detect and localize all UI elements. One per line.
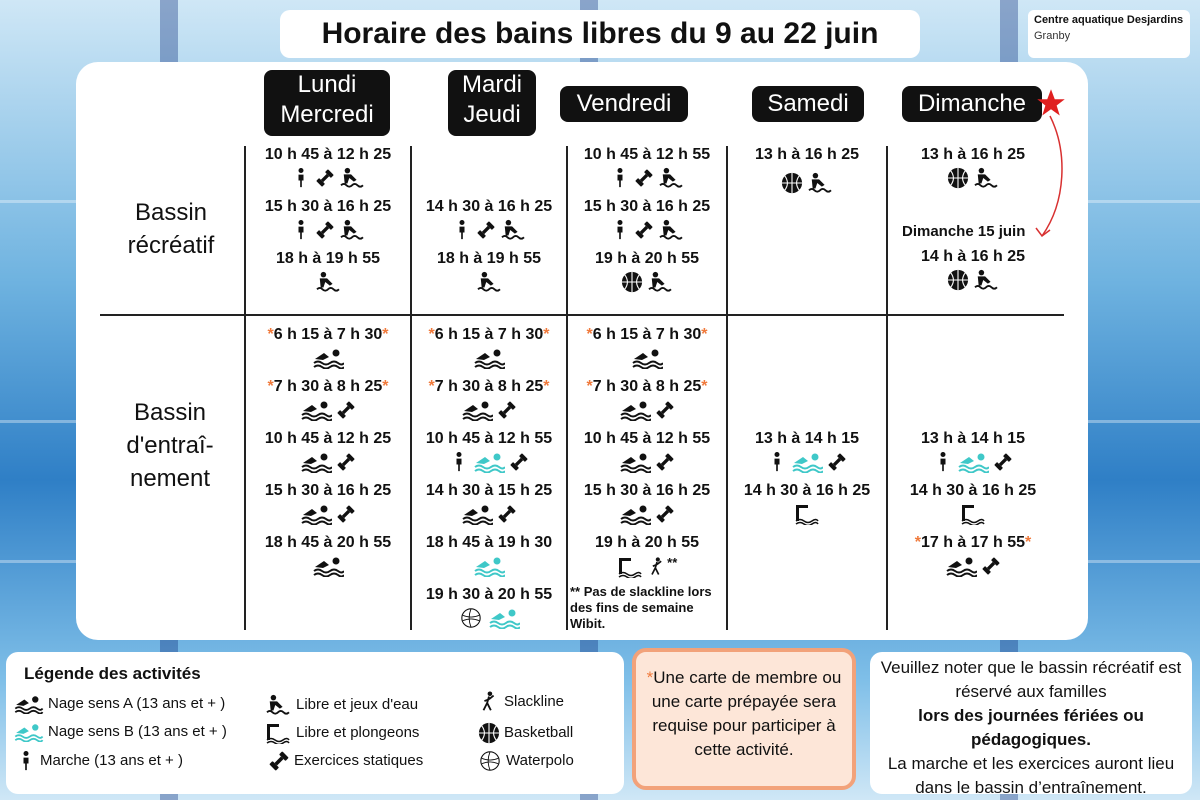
asterisk: * xyxy=(1025,534,1032,551)
schedule-slot xyxy=(246,146,410,189)
page-title: Horaire des bains libres du 9 au 22 juin xyxy=(280,10,920,58)
walk-icon xyxy=(767,451,787,473)
walk-icon xyxy=(610,219,630,241)
waterpolo-icon xyxy=(458,607,484,629)
walk-icon xyxy=(16,750,36,772)
dumbbell-icon xyxy=(315,167,335,189)
water-play-icon xyxy=(807,172,833,194)
day-header-mardi-jeudi: Mardi Jeudi xyxy=(448,70,536,136)
slot-time: 6 h 15 à 7 h 30 xyxy=(273,326,383,343)
slackline-icon xyxy=(647,555,667,579)
slot-time: 14 h 30 à 16 h 25 xyxy=(909,482,1037,499)
dumbbell-icon xyxy=(993,451,1013,473)
swim-a-icon xyxy=(631,347,663,369)
diving-icon xyxy=(794,503,820,525)
walk-icon xyxy=(291,167,311,189)
slot-time: 10 h 45 à 12 h 55 xyxy=(425,430,553,447)
schedule-slot xyxy=(568,250,726,293)
walk-icon xyxy=(452,219,472,241)
dumbbell-icon xyxy=(634,219,654,241)
water-play-icon xyxy=(658,219,684,241)
dumbbell-icon xyxy=(981,555,1001,577)
row-label-entrainement: Bassin d'entraî- nement xyxy=(126,399,214,492)
slot-time: 10 h 45 à 12 h 55 xyxy=(583,146,711,163)
schedule-slot xyxy=(412,250,566,293)
schedule-slot xyxy=(568,378,726,421)
dumbbell-icon xyxy=(497,503,517,525)
water-play-icon xyxy=(658,167,684,189)
schedule-slot xyxy=(412,430,566,473)
schedule-slot xyxy=(246,430,410,473)
swim-b-icon xyxy=(473,555,505,577)
asterisk: * xyxy=(267,326,274,343)
swim-a-icon xyxy=(473,347,505,369)
swim-a-icon xyxy=(945,555,977,577)
slot-time: 13 h à 14 h 15 xyxy=(754,430,860,447)
swim-b-icon xyxy=(957,451,989,473)
schedule-slot xyxy=(888,146,1058,189)
schedule-slot xyxy=(728,430,886,473)
swim-b-icon xyxy=(791,451,823,473)
walk-icon xyxy=(610,167,630,189)
schedule-slot xyxy=(246,378,410,421)
diving-icon xyxy=(960,503,986,525)
swim-a-icon xyxy=(300,451,332,473)
logo-name: Centre aquatique Desjardins xyxy=(1034,14,1184,26)
grid-line xyxy=(100,314,1064,316)
dumbbell-icon xyxy=(336,451,356,473)
asterisk: * xyxy=(428,326,435,343)
slot-time: 7 h 30 à 8 h 25 xyxy=(434,378,544,395)
schedule-slot xyxy=(246,326,410,369)
schedule-slot xyxy=(888,430,1058,473)
dumbbell-icon xyxy=(336,399,356,421)
info-line-2: La marche et les exercices auront lieu dans le bassin d’entraînement. xyxy=(887,754,1175,797)
slot-time: 13 h à 14 h 15 xyxy=(920,430,1026,447)
swim-a-icon xyxy=(619,451,651,473)
grid-line xyxy=(726,146,728,630)
slot-time: 10 h 45 à 12 h 25 xyxy=(264,430,392,447)
membership-card-note xyxy=(632,648,856,790)
walk-icon xyxy=(933,451,953,473)
legend-label: Basketball xyxy=(504,723,574,741)
asterisk: * xyxy=(701,378,708,395)
asterisk: * xyxy=(382,378,389,395)
schedule-slot xyxy=(246,198,410,241)
legend-item-water-play xyxy=(264,694,418,716)
dumbbell-icon xyxy=(497,399,517,421)
swim-a-icon xyxy=(619,503,651,525)
slot-time: 14 h 30 à 16 h 25 xyxy=(743,482,871,499)
logo-city: Granby xyxy=(1034,30,1071,42)
swim-a-icon xyxy=(619,399,651,421)
day-header-dimanche: Dimanche xyxy=(902,86,1042,122)
legend-item-swim-b xyxy=(12,722,227,742)
schedule-slot: 19 h à 20 h 55 ** xyxy=(568,534,726,577)
slot-time: 7 h 30 à 8 h 25 xyxy=(273,378,383,395)
diving-icon xyxy=(264,722,292,744)
legend xyxy=(6,652,624,794)
asterisk: * xyxy=(543,378,550,395)
card-text: Une carte de membre ou une carte prépayée sera requise pour participer à cette activité. xyxy=(651,668,842,759)
slot-time: 10 h 45 à 12 h 55 xyxy=(583,430,711,447)
asterisk: * xyxy=(586,326,593,343)
legend-item-slackline xyxy=(478,690,564,714)
asterisk: * xyxy=(646,668,654,687)
dumbbell-icon xyxy=(509,451,529,473)
slot-time: 6 h 15 à 7 h 30 xyxy=(592,326,702,343)
legend-label: Nage sens B (13 ans et + ) xyxy=(48,722,227,740)
schedule-slot xyxy=(728,482,886,525)
slot-time: 15 h 30 à 16 h 25 xyxy=(264,198,392,215)
basketball-icon xyxy=(621,271,643,293)
day-header-lundi-mercredi: Lundi Mercredi xyxy=(264,70,390,136)
waterpolo-icon xyxy=(478,750,502,772)
legend-item-dumbbell xyxy=(268,750,423,772)
swim-a-icon xyxy=(300,399,332,421)
legend-label: Marche (13 ans et + ) xyxy=(40,751,183,769)
legend-item-waterpolo xyxy=(478,750,574,772)
schedule-slot xyxy=(246,482,410,525)
slot-time: 13 h à 16 h 25 xyxy=(920,146,1026,163)
schedule-slot xyxy=(568,326,726,369)
schedule-slot xyxy=(568,482,726,525)
swim-a-icon xyxy=(461,503,493,525)
dumbbell-icon xyxy=(476,219,496,241)
asterisk: * xyxy=(543,326,550,343)
water-play-icon xyxy=(339,167,365,189)
slot-time: 7 h 30 à 8 h 25 xyxy=(592,378,702,395)
water-play-icon xyxy=(339,219,365,241)
day-header-samedi: Samedi xyxy=(752,86,864,122)
slot-time: 10 h 45 à 12 h 25 xyxy=(264,146,392,163)
slot-time: 18 h 45 à 19 h 30 xyxy=(425,534,553,551)
slot-time: 17 h à 17 h 55 xyxy=(920,534,1026,551)
dumbbell-icon xyxy=(634,167,654,189)
schedule-slot xyxy=(568,198,726,241)
dumbbell-icon xyxy=(827,451,847,473)
water-play-icon xyxy=(476,271,502,293)
basketball-icon xyxy=(478,722,500,744)
dumbbell-icon xyxy=(315,219,335,241)
schedule-slot xyxy=(412,378,566,421)
schedule-slot xyxy=(888,534,1058,577)
row-label-recreatif: Bassin récréatif xyxy=(127,199,215,259)
slot-time: 13 h à 16 h 25 xyxy=(754,146,860,163)
water-play-icon xyxy=(647,271,673,293)
asterisk: * xyxy=(701,326,708,343)
schedule-slot xyxy=(412,198,566,241)
legend-title: Légende des activités xyxy=(24,664,201,683)
swim-b-icon xyxy=(473,451,505,473)
walk-icon xyxy=(449,451,469,473)
schedule-slot xyxy=(888,482,1058,525)
dumbbell-icon xyxy=(655,503,675,525)
asterisk: * xyxy=(586,378,593,395)
schedule-slot xyxy=(412,326,566,369)
schedule-slot xyxy=(888,248,1058,291)
swim-a-icon xyxy=(300,503,332,525)
schedule-slot xyxy=(568,146,726,189)
schedule-slot xyxy=(412,586,566,629)
legend-label: Slackline xyxy=(504,692,565,710)
dumbbell-icon xyxy=(268,750,290,772)
dumbbell-icon xyxy=(336,503,356,525)
legend-item-swim-a xyxy=(12,694,225,714)
slot-time: 19 h 30 à 20 h 55 xyxy=(425,586,553,603)
schedule-slot xyxy=(568,430,726,473)
sunday-note: Dimanche 15 juin xyxy=(902,223,1026,240)
water-play-icon xyxy=(973,269,999,291)
schedule-slot xyxy=(412,482,566,525)
basketball-icon xyxy=(947,167,969,189)
slackline-note: ** Pas de slackline lors des fins de semaine Wibit. xyxy=(570,584,712,631)
swim-a-icon xyxy=(12,694,44,714)
legend-label: Exercices statiques xyxy=(294,751,424,769)
slot-time: 19 h à 20 h 55 xyxy=(594,250,700,267)
slot-time: 6 h 15 à 7 h 30 xyxy=(434,326,544,343)
slot-time: 18 h à 19 h 55 xyxy=(436,250,542,267)
legend-item-diving xyxy=(264,722,419,744)
swim-b-icon xyxy=(488,607,520,629)
schedule-slot xyxy=(728,146,886,194)
info-line-1: Veuillez noter que le bassin récréatif est réservé aux familles xyxy=(880,658,1182,701)
swim-a-icon xyxy=(312,555,344,577)
basketball-icon xyxy=(947,269,969,291)
slackline-icon xyxy=(478,690,500,714)
slot-time: 18 h 45 à 20 h 55 xyxy=(264,534,392,551)
dumbbell-icon xyxy=(655,399,675,421)
swim-a-icon xyxy=(461,399,493,421)
slot-time: 15 h 30 à 16 h 25 xyxy=(583,198,711,215)
legend-item-walk xyxy=(16,750,183,772)
water-play-icon xyxy=(315,271,341,293)
schedule-slot xyxy=(412,534,566,577)
water-play-icon xyxy=(973,167,999,189)
slot-time: 19 h à 20 h 55 xyxy=(594,534,700,551)
slot-time: 15 h 30 à 16 h 25 xyxy=(583,482,711,499)
walk-icon xyxy=(291,219,311,241)
diving-icon xyxy=(617,556,643,578)
logo xyxy=(1028,10,1190,58)
slot-time: 14 h 30 à 15 h 25 xyxy=(425,482,553,499)
slot-time: 18 h à 19 h 55 xyxy=(275,250,381,267)
info-note xyxy=(870,652,1192,797)
schedule-slot xyxy=(246,534,410,577)
legend-label: Waterpolo xyxy=(506,751,574,769)
basketball-icon xyxy=(781,172,803,194)
legend-label: Libre et plongeons xyxy=(296,723,420,741)
slot-time: 14 h à 16 h 25 xyxy=(920,248,1026,265)
info-bold: lors des journées fériées ou pédagogiques. xyxy=(918,706,1144,749)
legend-item-basketball xyxy=(478,722,573,744)
slot-time: 14 h 30 à 16 h 25 xyxy=(425,198,553,215)
asterisk: * xyxy=(382,326,389,343)
schedule-slot xyxy=(246,250,410,293)
asterisk: * xyxy=(428,378,435,395)
asterisk: * xyxy=(267,378,274,395)
legend-label: Nage sens A (13 ans et + ) xyxy=(48,694,226,712)
slot-time: 15 h 30 à 16 h 25 xyxy=(264,482,392,499)
dumbbell-icon xyxy=(655,451,675,473)
day-header-vendredi: Vendredi xyxy=(560,86,688,122)
legend-label: Libre et jeux d'eau xyxy=(296,695,419,713)
water-play-icon xyxy=(264,694,292,716)
asterisk: * xyxy=(914,534,921,551)
swim-a-icon xyxy=(312,347,344,369)
water-play-icon xyxy=(500,219,526,241)
swim-b-icon xyxy=(12,722,44,742)
